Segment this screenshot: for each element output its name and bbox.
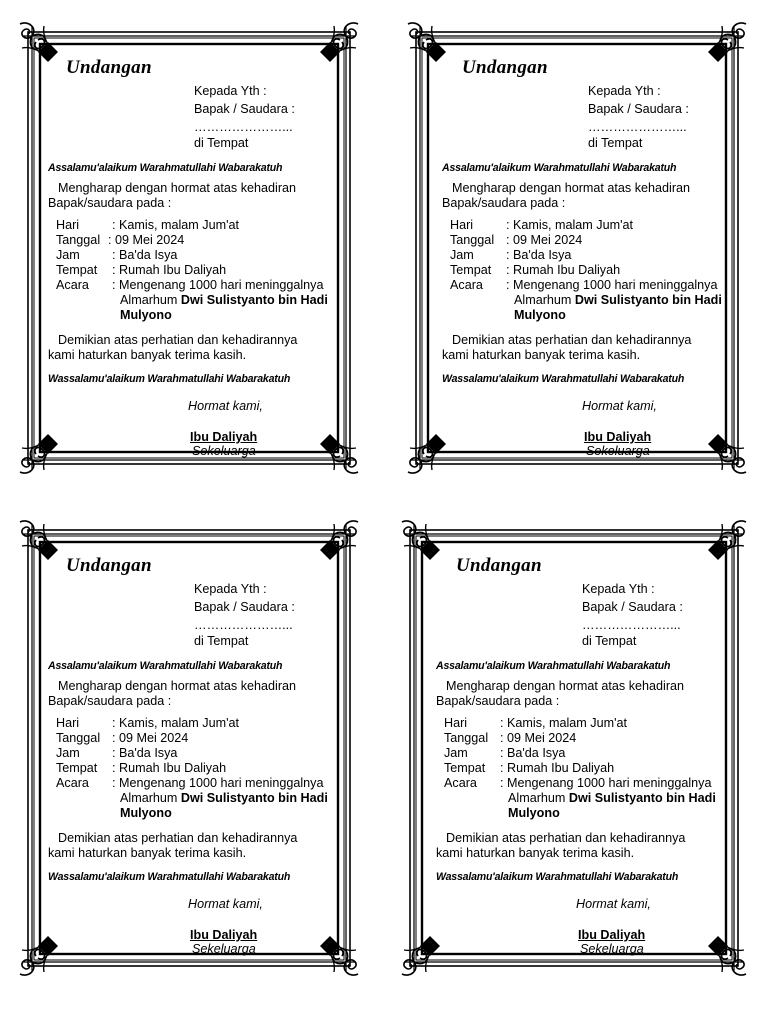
host-name: Ibu Daliyah [578,928,646,942]
addressee-label: Kepada Yth : [582,582,655,596]
host-name: Ibu Daliyah [190,430,258,444]
detail-value-hari: : Kamis, malam Jum'at [500,716,627,730]
card-title: Undangan [456,555,542,576]
recipient-label: Bapak / Saudara : [588,102,689,116]
recipient-label: Bapak / Saudara : [194,600,295,614]
deceased-name-1: Dwi Sulistyanto bin Hadi [180,293,328,307]
place-line: di Tempat [582,634,637,648]
recipient-label: Bapak / Saudara : [582,600,683,614]
detail-value-hari: : Kamis, malam Jum'at [112,716,239,730]
detail-label-acara: Acara [450,278,483,292]
intro-line-1: Mengharap dengan hormat atas kehadiran [58,679,297,693]
detail-value-hari: : Kamis, malam Jum'at [112,218,239,232]
farewell: Wassalamu'alaikum Warahmatullahi Wabarakatuh [48,871,291,883]
place-line: di Tempat [194,634,249,648]
closing-line-1: Demikian atas perhatian dan kehadirannya [452,333,692,347]
intro-line-1: Mengharap dengan hormat atas kehadiran [452,181,691,195]
detail-label-tanggal: Tanggal [56,233,101,247]
detail-value-tempat: : Rumah Ibu Daliyah [500,761,615,775]
acara-continuation [120,293,328,308]
detail-value-hari: : Kamis, malam Jum'at [506,218,633,232]
closing-line-1: Demikian atas perhatian dan kehadirannya [58,831,298,845]
detail-label-tempat: Tempat [56,761,98,775]
greeting: Assalamu'alaikum Warahmatullahi Wabarakatuh [442,162,677,174]
acara-prefix: Almarhum [120,293,178,307]
recipient-blank: …………………... [588,120,687,134]
detail-label-hari: Hari [56,716,80,730]
detail-value-jam: : Ba'da Isya [112,746,178,760]
detail-value-tempat: : Rumah Ibu Daliyah [112,263,227,277]
greeting: Assalamu'alaikum Warahmatullahi Wabarakatuh [48,162,283,174]
detail-value-tempat: : Rumah Ibu Daliyah [506,263,621,277]
card-title: Undangan [66,555,152,576]
closing-line-1: Demikian atas perhatian dan kehadirannya [58,333,298,347]
detail-label-acara: Acara [56,776,89,790]
intro-line-1: Mengharap dengan hormat atas kehadiran [58,181,297,195]
intro-line-1: Mengharap dengan hormat atas kehadiran [446,679,685,693]
recipient-blank: …………………... [194,120,293,134]
closing-line-2: kami haturkan banyak terima kasih. [442,348,641,362]
regards: Hormat kami, [582,399,657,413]
detail-value-jam: : Ba'da Isya [500,746,566,760]
regards: Hormat kami, [576,897,651,911]
card-title: Undangan [66,57,152,78]
detail-label-jam: Jam [450,248,474,262]
detail-label-hari: Hari [56,218,80,232]
detail-label-acara: Acara [56,278,89,292]
family-label: Sekeluarga [192,942,256,956]
acara-continuation [514,293,722,308]
farewell: Wassalamu'alaikum Warahmatullahi Wabarakatuh [48,373,291,385]
detail-label-jam: Jam [56,746,80,760]
place-line: di Tempat [194,136,249,150]
detail-value-tanggal: : 09 Mei 2024 [108,233,185,247]
acara-continuation [508,791,716,806]
detail-label-acara: Acara [444,776,477,790]
detail-label-hari: Hari [444,716,468,730]
acara-continuation [120,791,328,806]
intro-line-2: Bapak/saudara pada : [442,196,566,210]
card-title: Undangan [462,57,548,78]
family-label: Sekeluarga [192,444,256,458]
detail-label-tanggal: Tanggal [450,233,495,247]
detail-label-tanggal: Tanggal [444,731,489,745]
detail-label-jam: Jam [56,248,80,262]
invitation-card-1 [18,22,360,474]
recipient-label: Bapak / Saudara : [194,102,295,116]
acara-prefix: Almarhum [120,791,178,805]
closing-line-2: kami haturkan banyak terima kasih. [436,846,635,860]
deceased-name-2: Mulyono [120,308,172,322]
detail-value-jam: : Ba'da Isya [112,248,178,262]
recipient-blank: …………………... [582,618,681,632]
host-name: Ibu Daliyah [584,430,652,444]
detail-value-jam: : Ba'da Isya [506,248,572,262]
greeting: Assalamu'alaikum Warahmatullahi Wabarakatuh [48,660,283,672]
deceased-name-1: Dwi Sulistyanto bin Hadi [180,791,328,805]
detail-value-acara: : Mengenang 1000 hari meninggalnya [506,278,718,292]
deceased-name-2: Mulyono [514,308,566,322]
detail-value-acara: : Mengenang 1000 hari meninggalnya [112,278,324,292]
invitation-card-2 [406,22,748,474]
deceased-name-2: Mulyono [508,806,560,820]
addressee-label: Kepada Yth : [588,84,661,98]
invitation-card-4 [400,520,748,976]
acara-prefix: Almarhum [514,293,572,307]
intro-line-2: Bapak/saudara pada : [48,196,172,210]
deceased-name-1: Dwi Sulistyanto bin Hadi [568,791,716,805]
detail-value-tanggal: : 09 Mei 2024 [112,731,189,745]
acara-prefix: Almarhum [508,791,566,805]
greeting: Assalamu'alaikum Warahmatullahi Wabarakatuh [436,660,671,672]
intro-line-2: Bapak/saudara pada : [48,694,172,708]
closing-line-2: kami haturkan banyak terima kasih. [48,846,247,860]
detail-label-tempat: Tempat [56,263,98,277]
detail-value-tanggal: : 09 Mei 2024 [500,731,577,745]
detail-value-tempat: : Rumah Ibu Daliyah [112,761,227,775]
deceased-name-2: Mulyono [120,806,172,820]
host-name: Ibu Daliyah [190,928,258,942]
family-label: Sekeluarga [580,942,644,956]
family-label: Sekeluarga [586,444,650,458]
deceased-name-1: Dwi Sulistyanto bin Hadi [574,293,722,307]
detail-label-jam: Jam [444,746,468,760]
regards: Hormat kami, [188,399,263,413]
farewell: Wassalamu'alaikum Warahmatullahi Wabarakatuh [442,373,685,385]
detail-label-hari: Hari [450,218,474,232]
detail-value-acara: : Mengenang 1000 hari meninggalnya [112,776,324,790]
detail-value-tanggal: : 09 Mei 2024 [506,233,583,247]
detail-label-tempat: Tempat [450,263,492,277]
addressee-label: Kepada Yth : [194,582,267,596]
intro-line-2: Bapak/saudara pada : [436,694,560,708]
addressee-label: Kepada Yth : [194,84,267,98]
closing-line-2: kami haturkan banyak terima kasih. [48,348,247,362]
regards: Hormat kami, [188,897,263,911]
farewell: Wassalamu'alaikum Warahmatullahi Wabarakatuh [436,871,679,883]
detail-label-tanggal: Tanggal [56,731,101,745]
recipient-blank: …………………... [194,618,293,632]
closing-line-1: Demikian atas perhatian dan kehadirannya [446,831,686,845]
detail-value-acara: : Mengenang 1000 hari meninggalnya [500,776,712,790]
detail-label-tempat: Tempat [444,761,486,775]
place-line: di Tempat [588,136,643,150]
invitation-card-3 [18,520,360,976]
